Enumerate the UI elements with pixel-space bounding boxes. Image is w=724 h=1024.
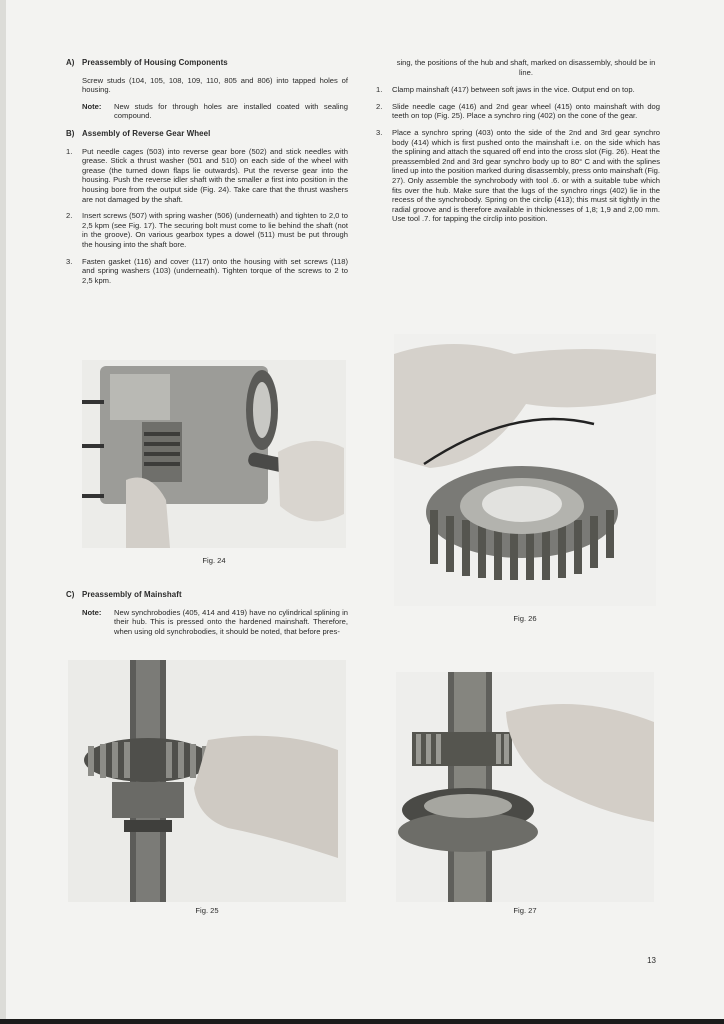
right-column xyxy=(376,58,660,231)
section-a-heading: A) Preassembly of Housing Components xyxy=(66,58,228,67)
section-c-continuation: sing, the positions of the hub and shaft, marked on disassembly, should be in line. xyxy=(396,58,656,77)
page-edge xyxy=(0,0,6,1024)
figure-24-caption: Fig. 24 xyxy=(202,556,226,565)
list-item: 1. Put needle cages (503) into reverse gear bore (502) and stick needles with grease. Stick a thrust washer (501 and 510) on each side of the wheel with grease (the turned down flaps lie outwards). Put the reverse gear into the housing. Push the reverse idler shaft with the smaller ⌀ first into position in the housing bore from the output side (Fig. 24). Take care that the thrust washers are not damaged by the shaft. xyxy=(66,146,348,204)
list-item: 1. Clamp mainshaft (417) between soft jaws in the vice. Output end on top. xyxy=(376,85,635,95)
note-text: New synchrobodies (405, 414 and 419) have no cylindrical splining in their hub. This is pressed onto the hardened mainshaft. Therefore, when using old synchrobodies, it should be noted, that before pres- xyxy=(114,607,348,636)
section-a-paragraph: Screw studs (104, 105, 108, 109, 110, 805 and 806) into tapped holes of housing. xyxy=(82,75,348,95)
section-c-note xyxy=(66,608,348,637)
page-number: 13 xyxy=(647,956,656,965)
figure-27-photo xyxy=(396,672,654,902)
section-c-list xyxy=(376,85,660,224)
list-item: 2. Insert screws (507) with spring washer (506) (underneath) and tighten to 2,0 to 2,5 kpm (see Fig. 17). The securing bolt must come to lie behind the shaft (not in the groove). On various gearbox types a dowel (511) must be put through the housing into the shaft bore. xyxy=(66,211,348,249)
note-text: New studs for through holes are installed coated with sealing compound. xyxy=(114,101,348,121)
bottom-band xyxy=(0,1019,724,1024)
list-item: 2. Slide needle cage (416) and 2nd gear wheel (415) onto mainshaft with dog teeth on top (Fig. 25). Place a synchro ring (402) on the cone of the gear. xyxy=(376,101,660,121)
figure-26-caption: Fig. 26 xyxy=(513,614,537,623)
figure-25-caption: Fig. 25 xyxy=(195,906,219,915)
section-b-list xyxy=(66,147,348,286)
note-label: Note: xyxy=(82,101,102,111)
section-c-block xyxy=(66,590,348,644)
left-column xyxy=(66,58,348,292)
section-b-heading: B) Assembly of Reverse Gear Wheel xyxy=(66,128,211,138)
figure-24-photo xyxy=(82,360,346,548)
figure-26-photo xyxy=(394,334,656,606)
list-item: 3. Place a synchro spring (403) onto the side of the 2nd and 3rd gear synchro body (414) which is first pushed onto the mainshaft i.e. on the side which has the splining and attach the squared off end into the cross slot (Fig. 26). Heat the preassembled 2nd and 3rd gear synchro body up to 80° C and with the splines lined up into the position marked during disassembly, press onto mainshaft (Fig. 27). Only assemble the synchrobody with tool .6. or with a suitable tube which fits over the hub. Make sure that the lugs of the synchro rings (402) lie in the recess of the synchrobody. Spring on the circlip (413); this must sit tightly in the radial groove and is therefore available in thicknesses of 1,8; 1,9 and 2,00 mm. Use tool .7. for tapping the circlip into position. xyxy=(376,127,660,224)
figure-27-caption: Fig. 27 xyxy=(513,906,537,915)
section-c-heading: C) Preassembly of Mainshaft xyxy=(66,590,182,599)
figure-25-photo xyxy=(68,660,346,902)
section-a-note xyxy=(66,102,348,121)
note-label: Note: xyxy=(82,607,102,617)
list-item: 3. Fasten gasket (116) and cover (117) onto the housing with set screws (118) and spring washers (103) (underneath). Tighten torque of the screws to 2 to 2,5 kpm. xyxy=(66,256,348,285)
